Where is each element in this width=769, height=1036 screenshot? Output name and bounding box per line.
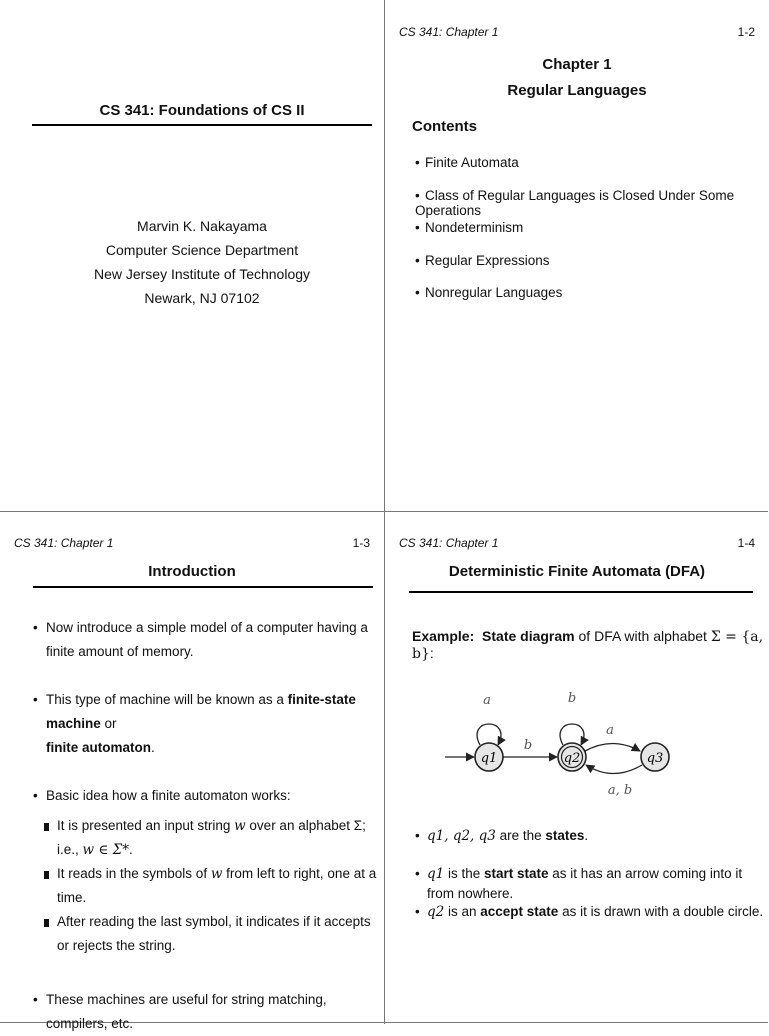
edge-label-q3-q2: a, b bbox=[607, 783, 633, 798]
list-item: • Regular Expressions bbox=[415, 252, 550, 268]
edge-q3-q2 bbox=[586, 765, 642, 774]
state-label-q2: q2 bbox=[563, 751, 581, 766]
list-item: • Finite Automata bbox=[415, 155, 519, 170]
loop-label-q1: a bbox=[483, 693, 491, 708]
loop-q2 bbox=[560, 724, 584, 745]
slide-contents bbox=[385, 0, 769, 511]
title-rule bbox=[409, 591, 753, 593]
title-rule bbox=[33, 586, 373, 588]
page-number: 1-3 bbox=[352, 536, 370, 550]
contents-heading: Contents bbox=[412, 118, 477, 135]
contents-list bbox=[415, 155, 769, 318]
bullet-paragraph: • Now introduce a simple model of a computer having a finite amount of memory. bbox=[33, 620, 368, 659]
page-number: 1-2 bbox=[737, 25, 755, 39]
bullet-paragraph: • q1, q2, q3 are the states. bbox=[415, 828, 589, 844]
slide-header: CS 341: Chapter 1 bbox=[14, 536, 114, 550]
institution: New Jersey Institute of Technology bbox=[93, 266, 311, 282]
state-label-q3: q3 bbox=[646, 751, 664, 766]
chapter-heading bbox=[385, 52, 769, 104]
title-rule bbox=[32, 124, 372, 126]
sub-bullet: It reads in the symbols of w from left to right, one at a time. bbox=[33, 862, 378, 910]
slide-dfa bbox=[385, 512, 769, 1023]
bullet-paragraph: • Basic idea how a finite automaton works: bbox=[33, 788, 291, 803]
bullet-paragraph: • q2 is an accept state as it is drawn with a double circle. bbox=[415, 904, 764, 920]
dfa-bullets bbox=[415, 826, 765, 940]
intro-body bbox=[33, 616, 378, 1036]
list-item: • Nondeterminism bbox=[415, 220, 524, 235]
department: Computer Science Department bbox=[105, 242, 299, 258]
page-number: 1-4 bbox=[737, 536, 755, 550]
course-title: CS 341: Foundations of CS II bbox=[99, 102, 305, 119]
list-item: • Nonregular Languages bbox=[415, 285, 563, 300]
bullet-paragraph: • q1 is the start state as it has an arrow coming into it from nowhere. bbox=[415, 866, 743, 901]
edge-q2-q3 bbox=[585, 744, 640, 752]
list-item: • Class of Regular Languages is Closed Under Some Operations bbox=[415, 187, 735, 218]
author-block bbox=[20, 214, 384, 310]
slide-title: Deterministic Finite Automata (DFA) bbox=[448, 563, 706, 580]
chapter-title: Regular Languages bbox=[507, 82, 647, 99]
loop-q1 bbox=[477, 724, 501, 745]
slide-introduction bbox=[0, 512, 384, 1031]
address: Newark, NJ 07102 bbox=[144, 290, 260, 306]
sub-bullet: It is presented an input string w over an alphabet Σ; i.e., w ∈ Σ*. bbox=[33, 814, 378, 862]
chapter-number: Chapter 1 bbox=[542, 56, 612, 73]
example-line: Example: State diagram of DFA with alphabet Σ = {a, b}: bbox=[412, 628, 764, 662]
slide-header: CS 341: Chapter 1 bbox=[399, 536, 499, 550]
dfa-state-diagram bbox=[385, 672, 769, 812]
edge-label-q2-q3: a bbox=[606, 723, 614, 738]
sub-bullet: After reading the last symbol, it indicates if it accepts or rejects the string. bbox=[33, 910, 378, 958]
slide-title bbox=[0, 0, 384, 511]
slide-title: Introduction bbox=[148, 563, 236, 580]
slide-header: CS 341: Chapter 1 bbox=[399, 25, 499, 39]
edge-label-q1-q2: b bbox=[523, 738, 533, 753]
loop-label-q2: b bbox=[567, 691, 577, 706]
state-label-q1: q1 bbox=[480, 751, 498, 766]
author-name: Marvin K. Nakayama bbox=[137, 218, 267, 234]
bullet-paragraph: • This type of machine will be known as a finite-state machine or finite automaton. bbox=[33, 692, 356, 755]
bullet-paragraph: • These machines are useful for string matching, compilers, etc. bbox=[33, 992, 327, 1031]
